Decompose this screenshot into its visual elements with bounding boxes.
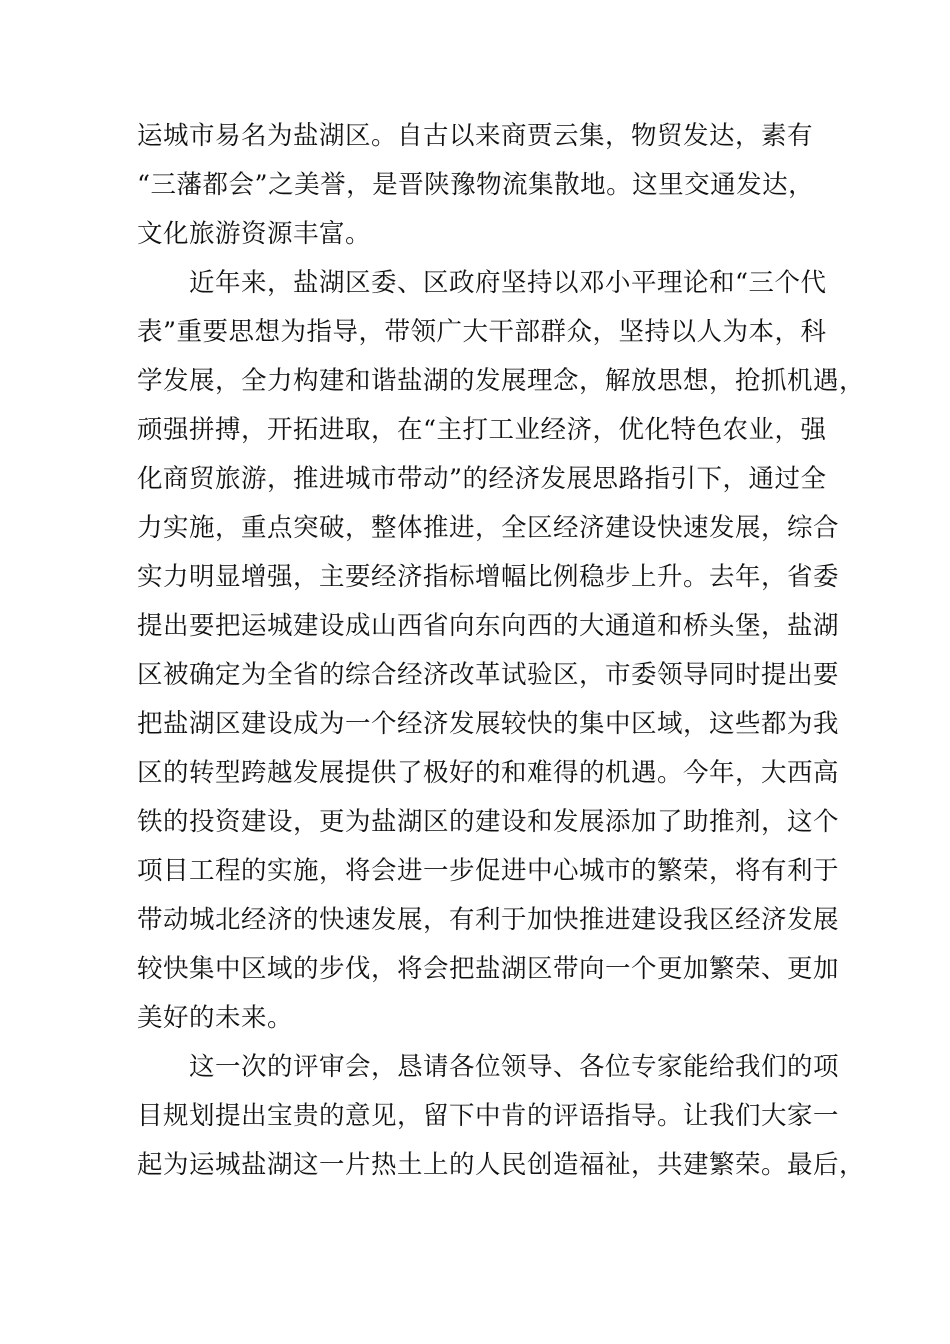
text-line: 区被确定为全省的综合经济改革试验区，市委领导同时提出要 [137, 660, 840, 690]
text-line: 实力明显增强，主要经济指标增幅比例稳步上升。去年，省委 [137, 562, 840, 592]
paragraph-closing [137, 1043, 866, 1190]
text-line: 提出要把运城建设成山西省向东向西的大通道和桥头堡，盐湖 [137, 611, 840, 641]
text-line: 近年来，盐湖区委、区政府坚持以邓小平理论和“三个代 [137, 268, 827, 298]
text-line: 表”重要思想为指导，带领广大干部群众，坚持以人为本，科 [137, 317, 827, 347]
text-line: 学发展，全力构建和谐盐湖的发展理念，解放思想，抢抓机遇， [137, 366, 866, 396]
paragraph-development [137, 259, 866, 1043]
text-line: 区的转型跨越发展提供了极好的和难得的机遇。今年，大西高 [137, 758, 840, 788]
text-line: 文化旅游资源丰富。 [137, 219, 372, 249]
text-line: 美好的未来。 [137, 1003, 294, 1033]
text-line: 目规划提出宝贵的意见，留下中肯的评语指导。让我们大家一 [137, 1101, 840, 1131]
text-line: 把盐湖区建设成为一个经济发展较快的集中区域，这些都为我 [137, 709, 840, 739]
text-line: 较快集中区域的步伐，将会把盐湖区带向一个更加繁荣、更加 [137, 954, 840, 984]
text-line: 力实施，重点突破，整体推进，全区经济建设快速发展，综合 [137, 513, 840, 543]
text-line: 起为运城盐湖这一片热土上的人民创造福祉，共建繁荣。最后， [137, 1150, 866, 1180]
text-line: 化商贸旅游，推进城市带动”的经济发展思路指引下，通过全 [137, 464, 827, 494]
text-line: 运城市易名为盐湖区。自古以来商贾云集，物贸发达，素有 [137, 121, 814, 151]
paragraph-intro [137, 112, 827, 259]
text-line: 这一次的评审会，恳请各位领导、各位专家能给我们的项 [137, 1052, 840, 1082]
text-line: 项目工程的实施，将会进一步促进中心城市的繁荣，将有利于 [137, 856, 840, 886]
text-line: 顽强拼搏，开拓进取，在“主打工业经济，优化特色农业，强 [137, 415, 827, 445]
text-line: 带动城北经济的快速发展，有利于加快推进建设我区经济发展 [137, 905, 840, 935]
document-body [137, 112, 866, 1190]
text-line: “三藩都会”之美誉，是晋陕豫物流集散地。这里交通发达， [137, 170, 815, 200]
text-line: 铁的投资建设，更为盐湖区的建设和发展添加了助推剂，这个 [137, 807, 840, 837]
